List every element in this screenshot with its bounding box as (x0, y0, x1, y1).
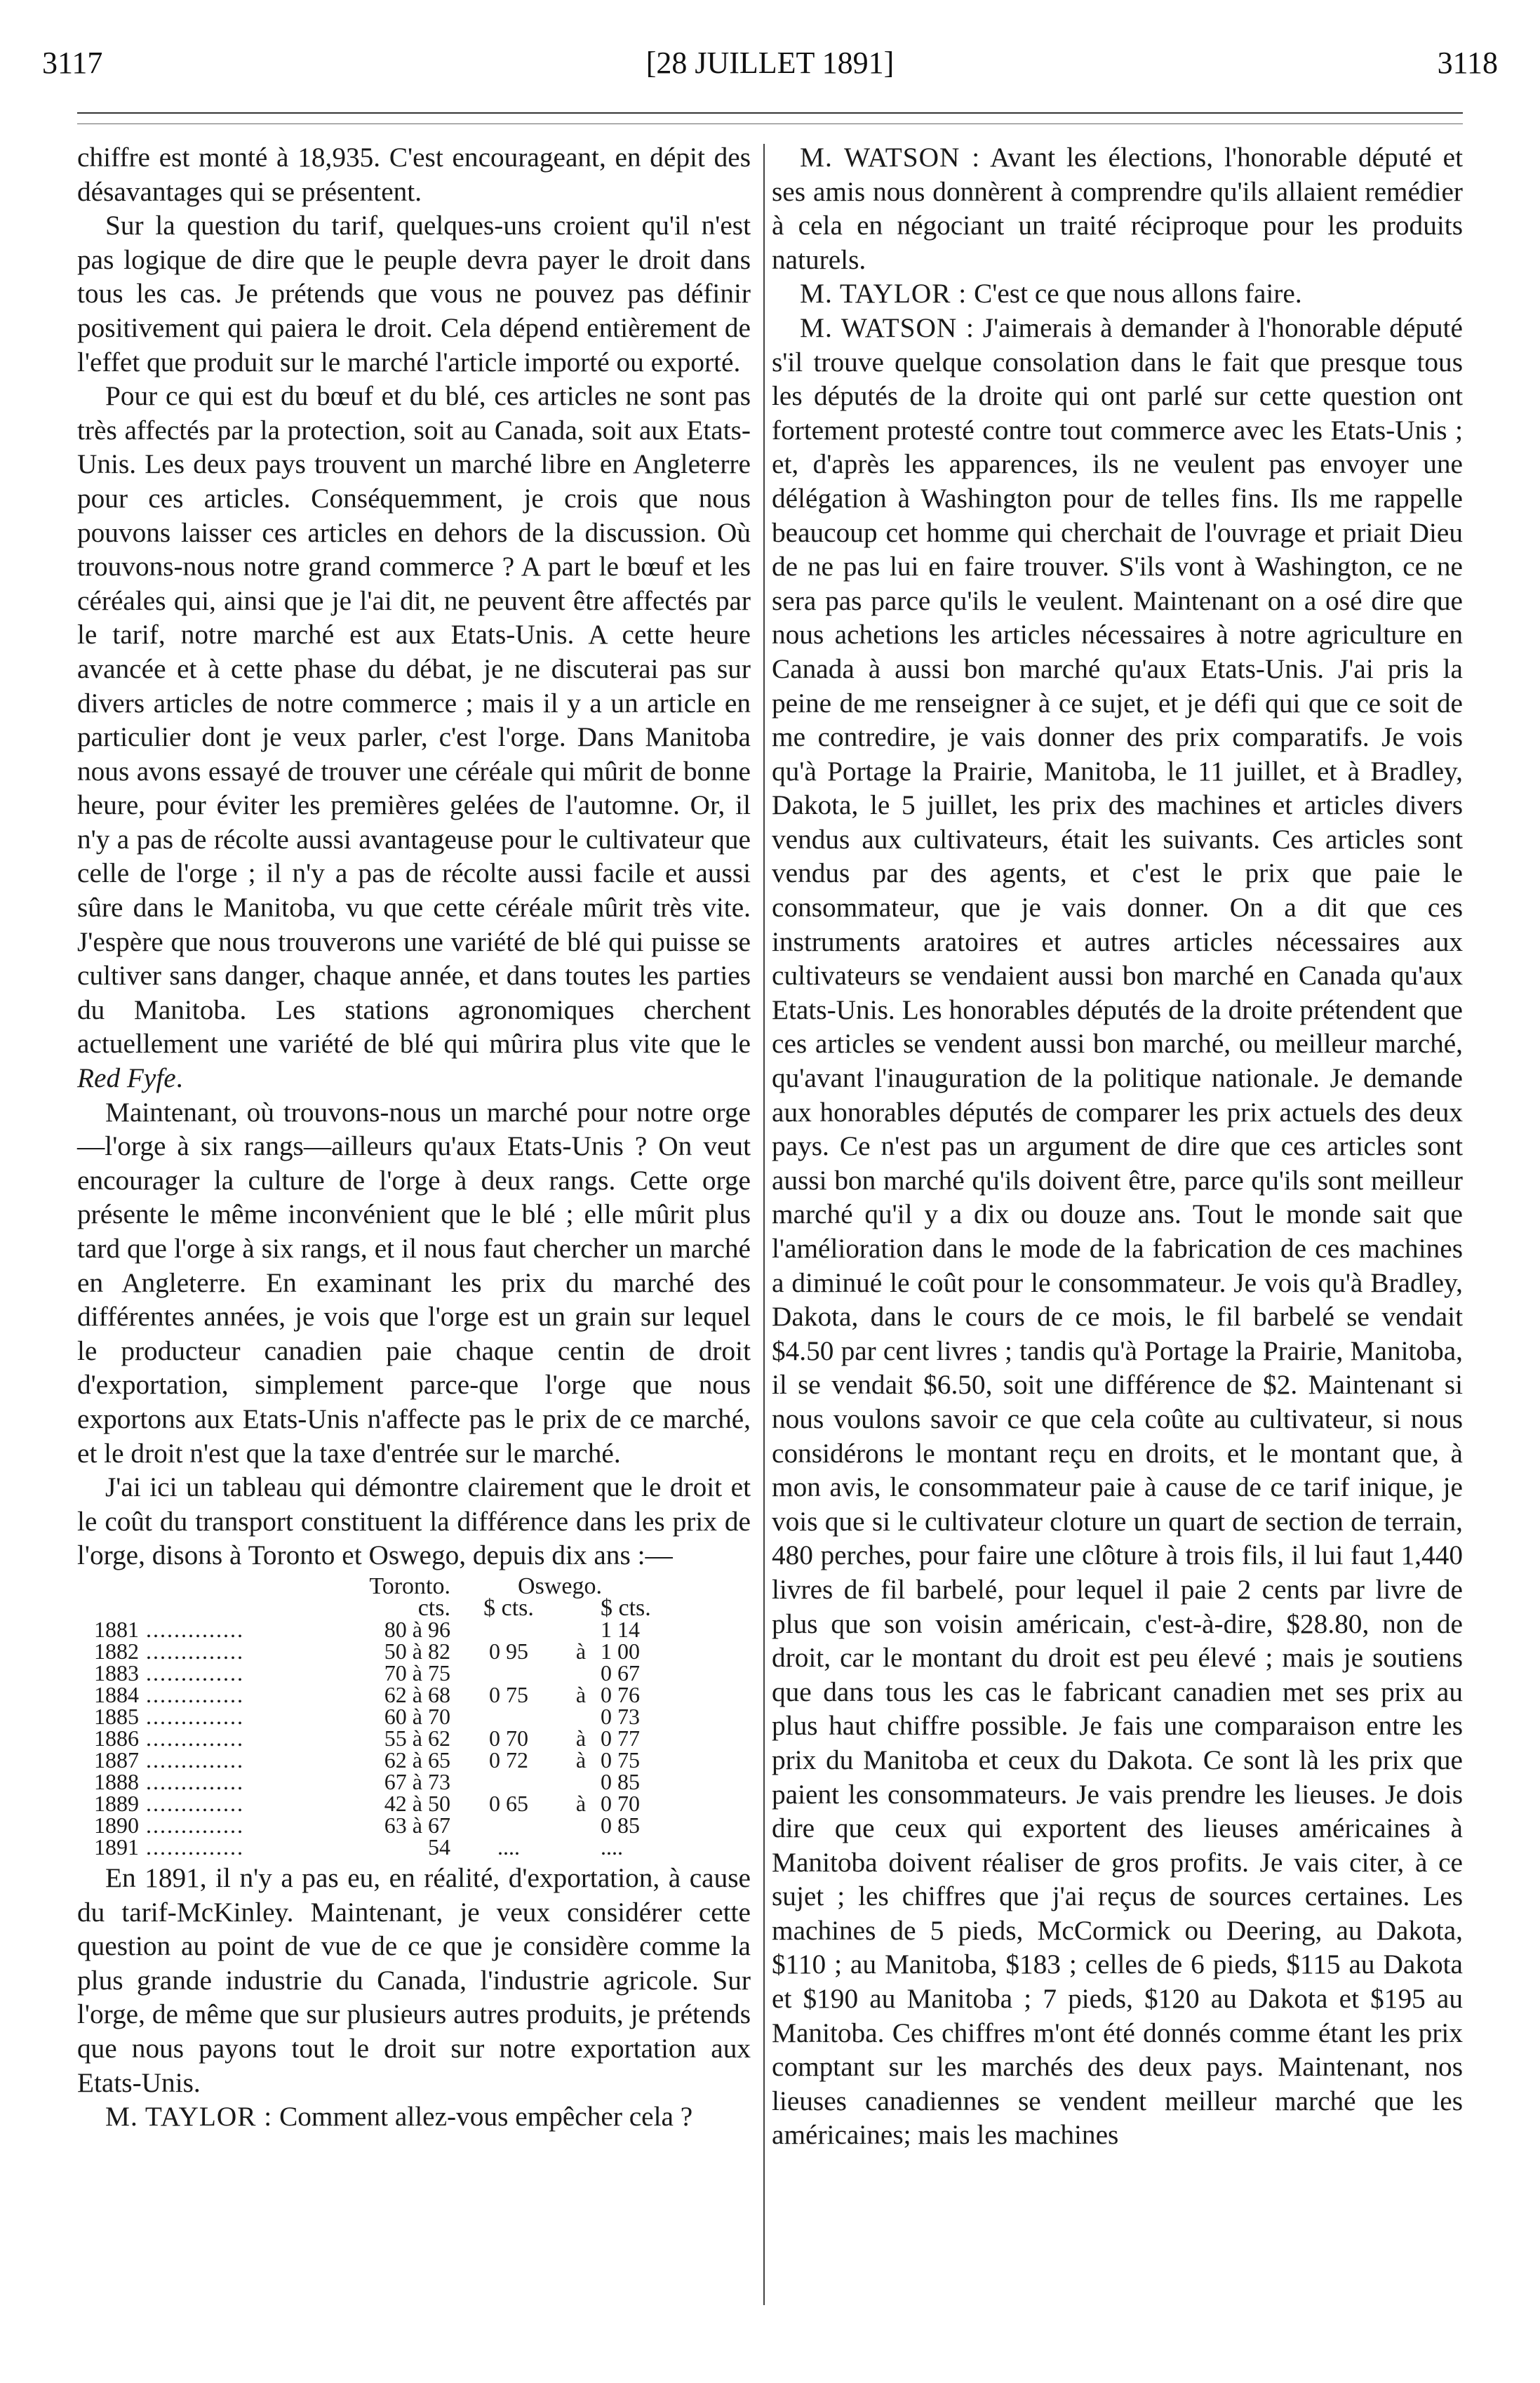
header-rule (77, 112, 1463, 114)
oswego-from-cell: 0 70 (489, 1725, 528, 1751)
punctuation: . (175, 1062, 183, 1094)
table-row (91, 1749, 667, 1771)
table-row (91, 1706, 667, 1728)
toronto-price-cell: 80 à 96 (384, 1616, 450, 1642)
oswego-from-cell (453, 1662, 564, 1684)
toronto-price-cell: 54 (428, 1834, 450, 1860)
oswego-from-cell (453, 1619, 564, 1641)
oswego-to-cell: 1 00 (601, 1638, 640, 1664)
oswego-from-cell (453, 1771, 564, 1793)
oswego-to-cell: 0 70 (601, 1790, 640, 1816)
table-row (91, 1836, 667, 1858)
toronto-price-cell: 62 à 68 (384, 1681, 450, 1707)
year-cell: 1889 .............. (94, 1790, 244, 1816)
unit-oswego-to: $ cts. (601, 1594, 651, 1621)
paragraph: chiffre est monté à 18,935. C'est encourageant, en dépit des désavantages qui se présentent. (77, 142, 751, 207)
page-header (42, 45, 1498, 87)
speaker-name: M. TAYLOR : (800, 278, 967, 309)
barley-price-table (91, 1575, 667, 1858)
oswego-to-cell: 0 67 (601, 1660, 640, 1686)
year-cell: 1881 .............. (94, 1616, 244, 1642)
toronto-price-cell: 60 à 70 (384, 1703, 450, 1729)
paragraph (77, 379, 751, 1095)
dot-leader: .............. (139, 1747, 244, 1773)
toronto-price-cell: 62 à 65 (384, 1747, 450, 1773)
dot-leader: .............. (139, 1638, 244, 1664)
dot-leader: .............. (139, 1703, 244, 1729)
range-separator-cell (564, 1836, 598, 1858)
paragraph (772, 140, 1463, 276)
oswego-to-cell: 0 75 (601, 1747, 640, 1773)
range-separator-cell: à (575, 1725, 587, 1751)
table-row (91, 1815, 667, 1836)
oswego-to-cell: 0 73 (601, 1703, 640, 1729)
unit-toronto: cts. (417, 1594, 450, 1621)
speech-text: C'est ce que nous allons faire. (974, 278, 1302, 309)
oswego-to-cell: 0 77 (601, 1725, 640, 1751)
page-number-right: 3118 (1437, 46, 1498, 80)
table-row (91, 1641, 667, 1662)
italic-term: Red Fyfe (77, 1062, 176, 1094)
range-separator-cell: à (575, 1638, 587, 1664)
dot-leader: .............. (139, 1834, 244, 1860)
toronto-price-cell: 70 à 75 (384, 1660, 450, 1686)
oswego-from-cell: 0 75 (489, 1681, 528, 1707)
oswego-from-cell (453, 1706, 564, 1728)
right-column (772, 140, 1463, 2152)
speaker-name: M. WATSON : (800, 312, 975, 343)
table-row (91, 1684, 667, 1706)
table-header-row (91, 1575, 667, 1597)
toronto-price-cell: 42 à 50 (384, 1790, 450, 1816)
speech-text: Avant les élections, l'honorable député et ses amis nous donnèrent à comprendre qu'ils allaient remédier à cela en négociant un traité réciproque pour les produits naturels. (772, 142, 1464, 275)
year-cell: 1888 .............. (94, 1768, 244, 1794)
paragraph: J'ai ici un tableau qui démontre clairement que le droit et le coût du transport constituent la différence dans les prix de l'orge, disons à Toronto et Oswego, depuis dix ans :— (77, 1471, 751, 1571)
year-cell: 1883 .............. (94, 1660, 244, 1686)
table-row (91, 1728, 667, 1749)
oswego-to-cell: 1 14 (601, 1616, 640, 1642)
oswego-from-cell: 0 72 (489, 1747, 528, 1773)
dot-leader: .............. (139, 1681, 244, 1707)
oswego-from-cell: .... (497, 1834, 520, 1860)
year-cell: 1890 .............. (94, 1812, 244, 1838)
dot-leader: .............. (139, 1812, 244, 1838)
toronto-price-cell: 55 à 62 (384, 1725, 450, 1751)
range-separator-cell (564, 1771, 598, 1793)
dot-leader: .............. (139, 1660, 244, 1686)
paragraph (772, 276, 1463, 311)
dot-leader: .............. (139, 1790, 244, 1816)
speaker-name: M. WATSON : (800, 142, 981, 173)
speech-text: Comment allez-vous empêcher cela ? (279, 2101, 693, 2132)
range-separator-cell (564, 1815, 598, 1836)
range-separator-cell (564, 1706, 598, 1728)
toronto-price-cell: 63 à 67 (384, 1812, 450, 1838)
table-row (91, 1619, 667, 1641)
oswego-from-cell (453, 1815, 564, 1836)
paragraph: Sur la question du tarif, quelques-uns croient qu'il n'est pas logique de dire que le peuple devra payer le droit dans tous les cas. Je prétends que vous ne pouvez pas définir positivement qui paiera le droit. Cela dépend entièrement de l'effet que produit sur le marché l'article importé ou exporté. (77, 210, 751, 378)
table-row (91, 1771, 667, 1793)
oswego-from-cell: 0 95 (489, 1638, 528, 1664)
dot-leader: .............. (139, 1616, 244, 1642)
table-row (91, 1793, 667, 1815)
year-cell: 1885 .............. (94, 1703, 244, 1729)
range-separator-cell (564, 1662, 598, 1684)
year-cell: 1891 .............. (94, 1834, 244, 1860)
oswego-from-cell: 0 65 (489, 1790, 528, 1816)
range-separator-cell: à (575, 1790, 587, 1816)
paragraph: Maintenant, où trouvons-nous un marché pour notre orge—l'orge à six rangs—ailleurs qu'aux Etats-Unis ? On veut encourager la culture de l'orge à deux rangs. Cette orge présente le même inconvénient que le blé ; elle mûrit plus tard que l'orge à six rangs, et il nous faut chercher un marché en Angleterre. En examinant les prix du marché des différentes années, je vois que l'orge est un grain sur lequel le producteur canadien paie chaque centin de droit d'exportation, simplement parce-que l'orge que nous exportons aux Etats-Unis n'affecte pas le prix de ce marché, et le droit n'est que la taxe d'entrée sur le marché. (77, 1096, 751, 1469)
year-cell: 1886 .............. (94, 1725, 244, 1751)
dot-leader: .............. (139, 1768, 244, 1794)
paragraph (772, 311, 1463, 2152)
dot-leader: .............. (139, 1725, 244, 1751)
range-separator-cell: à (575, 1747, 587, 1773)
paragraph (77, 2100, 751, 2134)
oswego-to-cell: 0 76 (601, 1681, 640, 1707)
year-cell: 1887 .............. (94, 1747, 244, 1773)
column-header-toronto: Toronto. (369, 1573, 450, 1599)
year-cell: 1882 .............. (94, 1638, 244, 1664)
toronto-price-cell: 67 à 73 (384, 1768, 450, 1794)
range-separator-cell (564, 1619, 598, 1641)
table-unit-row (91, 1597, 667, 1619)
table-row (91, 1662, 667, 1684)
year-cell: 1884 .............. (94, 1681, 244, 1707)
speaker-name: M. TAYLOR : (105, 2101, 273, 2132)
left-column (77, 140, 751, 2134)
column-divider (763, 144, 765, 2305)
paragraph-text: Pour ce qui est du bœuf et du blé, ces articles ne sont pas très affectés par la protection, soit au Canada, soit aux Etats-Unis. Les deux pays trouvent un marché libre en Angleterre pour ces articles. Conséquemment, je crois que nous pouvons laisser ces articles en dehors de la discussion. Où trouvons-nous notre grand commerce ? A part le bœuf et les céréales qui, ainsi que je l'ai dit, ne peuvent être affectés par le tarif, notre marché est aux Etats-Unis. A cette heure avancée et à cette phase du débat, je ne discuterai pas sur divers articles de notre commerce ; mais il y a un article en particulier dont je veux parler, c'est l'orge. Dans Manitoba nous avons essayé de trouver une céréale qui mûrit de bonne heure, pour éviter les premières gelées de l'automne. Or, il n'y a pas de récolte aussi avantageuse pour le cultivateur que celle de l'orge ; il n'y a pas de récolte aussi facile et aussi sûre dans le Manitoba, vu que cette céréale mûrit très vite. J'espère que nous trouverons une variété de blé qui puisse se cultiver sans danger, chaque année, et dans toutes les parties du Manitoba. Les stations agronomiques cherchent actuellement une variété de blé qui mûrira plus vite que le (77, 380, 751, 1060)
unit-oswego-from: $ cts. (483, 1594, 534, 1621)
oswego-to-cell: 0 85 (601, 1768, 640, 1794)
page-number-left: 3117 (42, 46, 103, 80)
page-date: [28 JUILLET 1891] (645, 46, 895, 80)
column-header-oswego: Oswego. (518, 1573, 602, 1599)
speech-text: J'aimerais à demander à l'honorable député s'il trouve quelque consolation dans le fait que presque tous les députés de la droite qui ont parlé sur cette question ont fortement protesté contre tout commerce avec les Etats-Unis ; et, d'après les apparences, ils ne veulent pas envoyer une délégation à Washington pour de telles fins. Ils me rappelle beaucoup cet homme qui cherchait de l'ouvrage et priait Dieu de ne pas lui en faire trouver. S'ils vont à Washington, ce ne sera pas parce qu'ils le veulent. Maintenant on a osé dire que nous achetions les articles nécessaires à notre agriculture en Canada à aussi bon marché qu'aux Etats-Unis. J'ai pris la peine de me renseigner à ce sujet, et je défi qui que ce soit de me contredire, je vais donner des prix comparatifs. Je vois qu'à Portage la Prairie, Manitoba, le 11 juillet, et à Bradley, Dakota, le 5 juillet, les prix des machines et articles divers vendus aux cultivateurs, était les suivants. Ces articles sont vendus par des agents, et c'est le prix que paie le consommateur, que je vais donner. On a dit que ces instruments aratoires et autres articles nécessaires aux cultivateurs se vendaient aussi bon marché en Canada qu'aux Etats-Unis. Les honorables députés de la droite prétendent que ces articles se vendent aussi bon marché, ou meilleur marché, qu'avant l'inauguration de la politique nationale. Je demande aux honorables députés de comparer les prix actuels des deux pays. Ce n'est pas un argument de dire que ces articles sont aussi bon marché qu'ils doivent être, parce qu'ils sont meilleur marché qu'il y a dix ou douze ans. Tout le monde sait que l'amélioration dans le mode de la fabrication de ces machines a diminué le coût pour le consommateur. Je vois qu'à Bradley, Dakota, dans le cours de ce mois, le fil barbelé se vendait $4.50 par cent livres ; tandis qu'à Portage la Prairie, Manitoba, il se vendait $6.50, soit une différence de $2. Maintenant si nous voulons savoir ce que cela coûte au cultivateur, si nous considérons le montant reçu en droits, et le montant que, à mon avis, le consommateur paie à cause de ce tarif inique, je vois que si le cultivateur cloture un quart de section de terrain, 480 perches, pour faire une clôture à trois fils, il lui faut 1,440 livres de fil barbelé, pour lequel il paie 2 cents par livre de plus que son voisin américain, c'est-à-dire, $28.80, non de droit, car le montant du droit est peu élevé ; mais je soutiens que dans tous les cas le fabricant canadien met ses prix au plus haut chiffre possible. Je fais une comparaison entre les prix du Manitoba et ceux du Dakota. Ce sont là les prix que paient les consommateurs. Je vais prendre les lieuses. Je dois dire que ceux qui exportent des lieuses américaines à Manitoba doivent réaliser de gros profits. Je vais citer, à ce sujet ; les chiffres que j'ai reçus de sources certaines. Les machines de 5 pieds, McCormick ou Deering, au Dakota, $110 ; au Manitoba, $183 ; celles de 6 pieds, $115 au Dakota et $190 au Manitoba ; 7 pieds, $120 au Dakota et $195 au Manitoba. Ces chiffres m'ont été donnés comme étant les prix comptant sur les marchés des deux pays. Maintenant, nos lieuses canadiennes se vendent meilleur marché que les américaines; mais les machines (772, 312, 1463, 2151)
paragraph: En 1891, il n'y a pas eu, en réalité, d'exportation, à cause du tarif-McKinley. Maintenant, je veux considérer cette question au point de vue de ce que je considère comme la plus grande industrie du Canada, l'industrie agricole. Sur l'orge, de même que sur plusieurs autres produits, je prétends que nous payons tout le droit sur notre exportation aux Etats-Unis. (77, 1862, 751, 2098)
oswego-to-cell: 0 85 (601, 1812, 640, 1838)
toronto-price-cell: 50 à 82 (384, 1638, 450, 1664)
oswego-to-cell: .... (601, 1834, 623, 1860)
range-separator-cell: à (575, 1681, 587, 1707)
